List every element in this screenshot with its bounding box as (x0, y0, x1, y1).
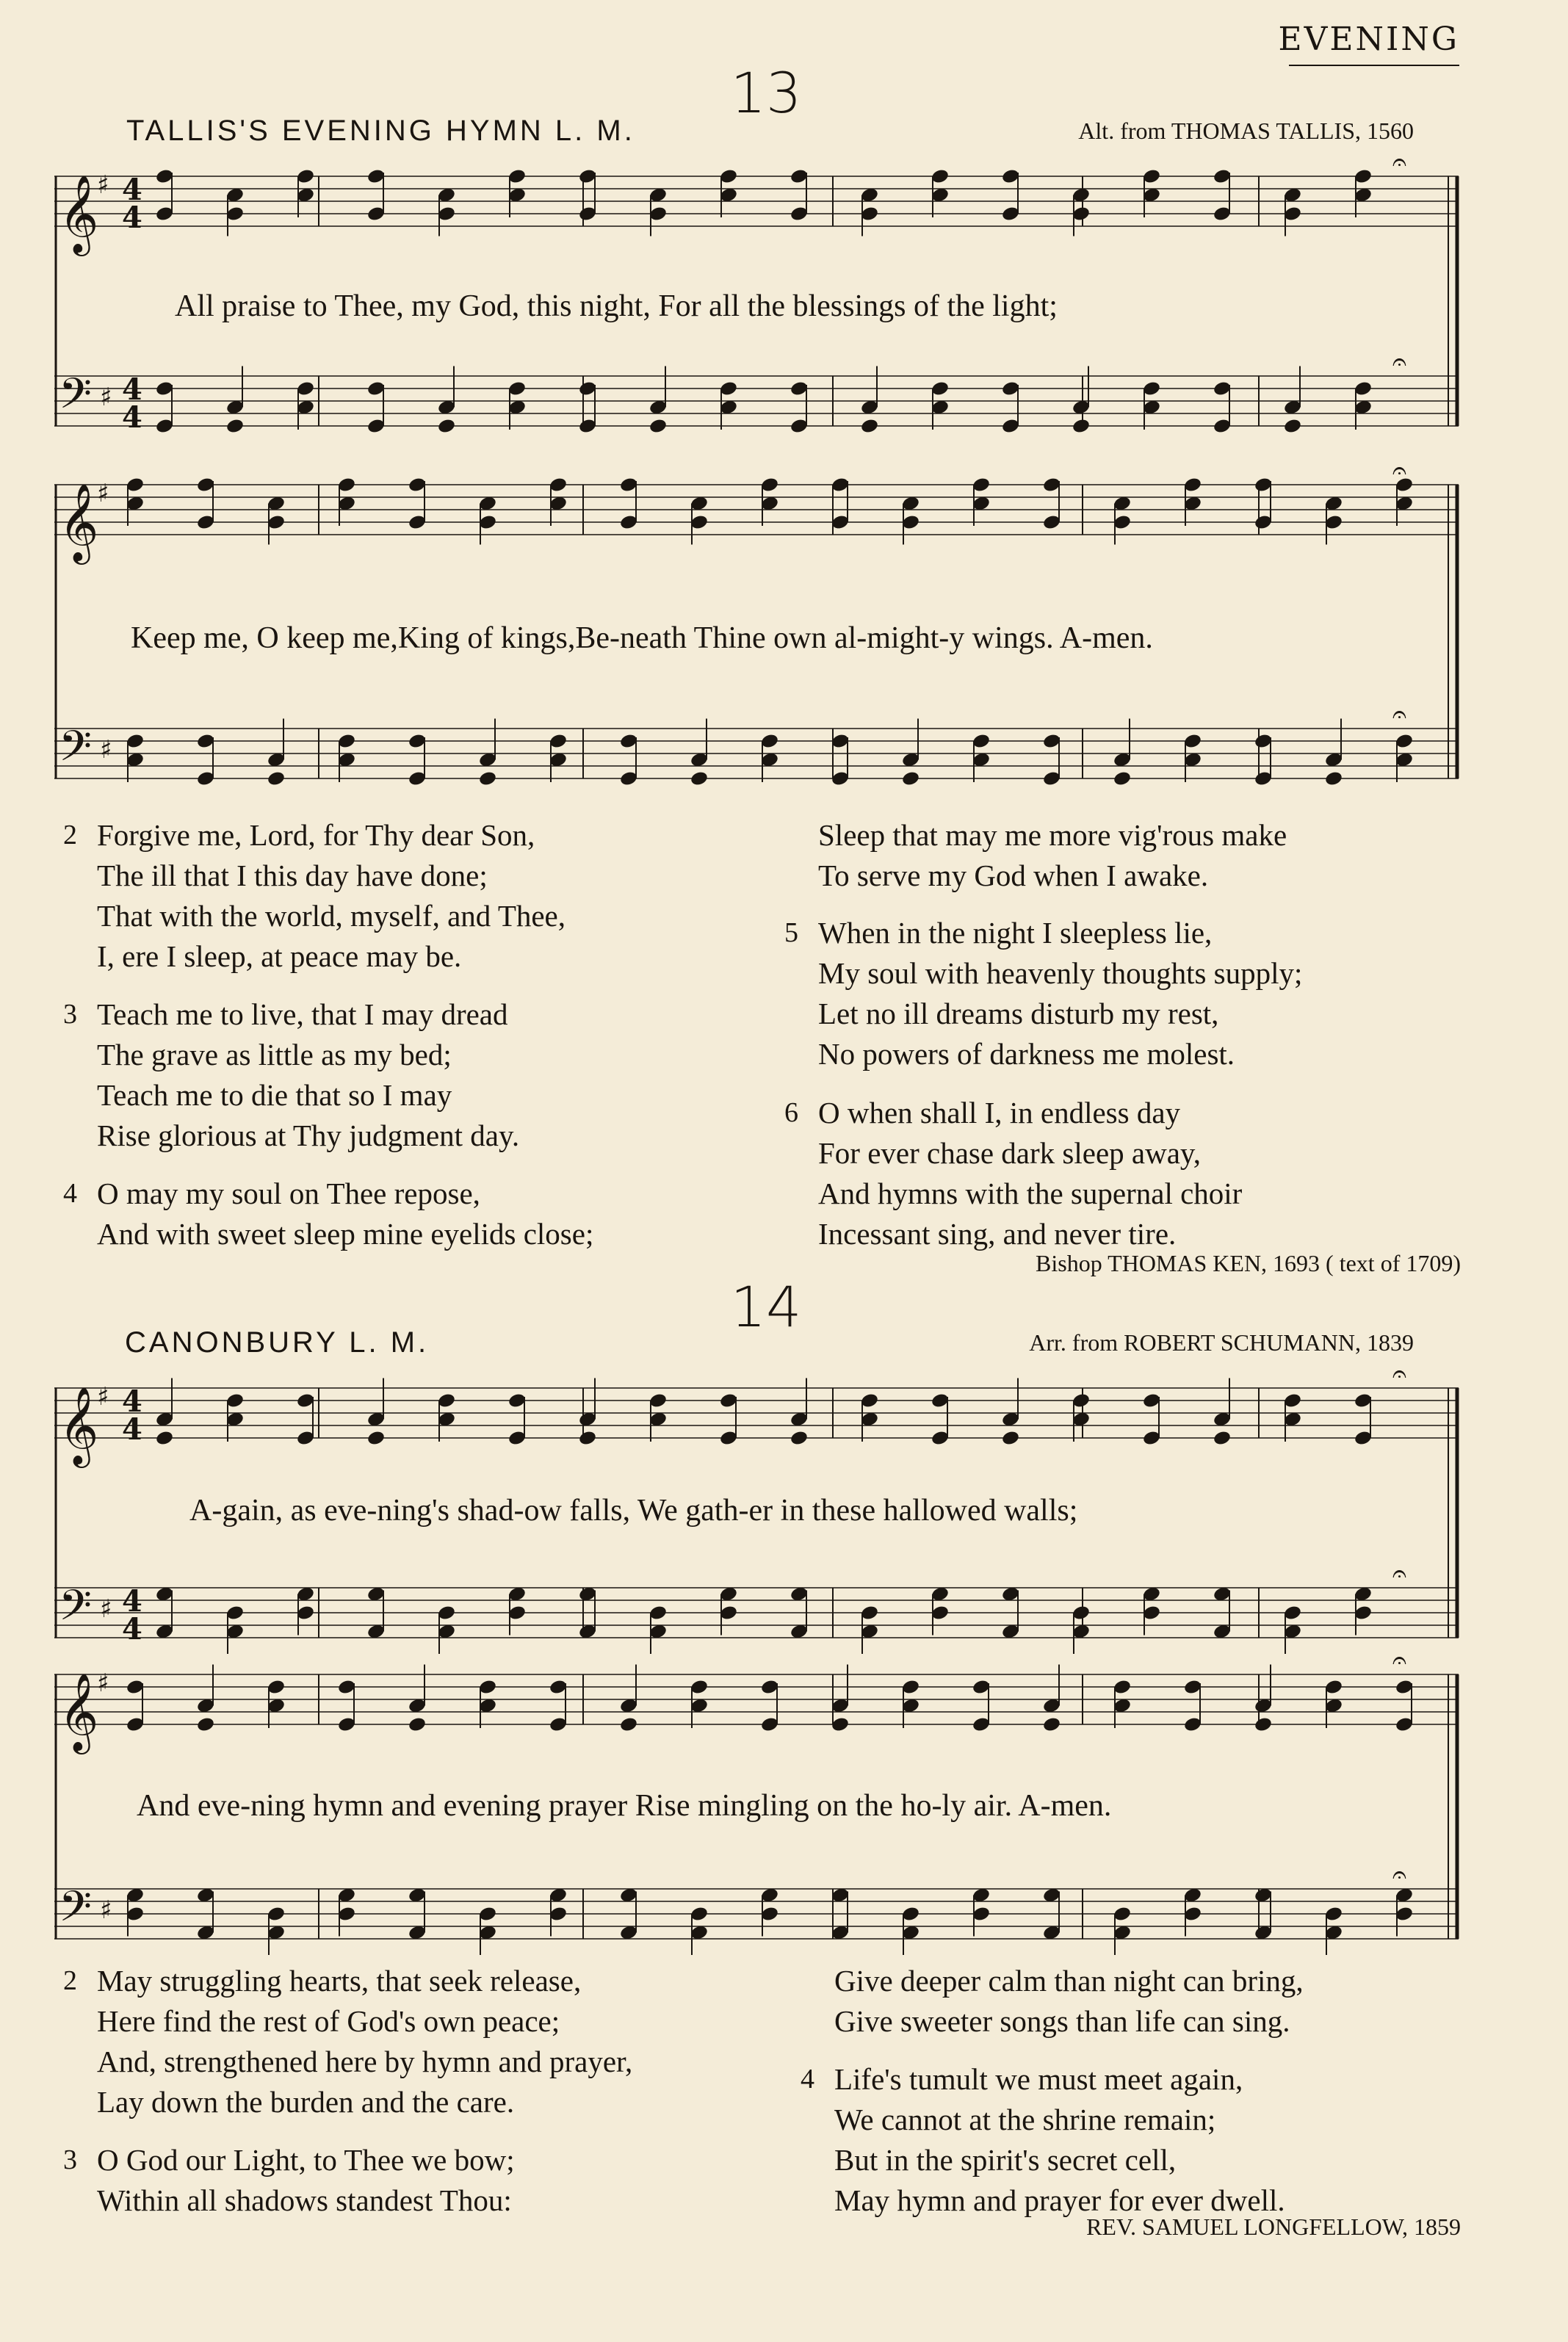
bass-staff (54, 1559, 1459, 1654)
stanza-line: Lay down the burden and the care. (97, 2085, 515, 2119)
key-signature-sharp-icon: ♯ (100, 735, 112, 765)
note-head (790, 1430, 809, 1447)
note-head (196, 1716, 215, 1733)
lyrics-14-line-2: And eve-ning hymn and evening prayer Rise mingling on the ho-ly air. A-men. (137, 1789, 1112, 1823)
lyrics-13-line-2: Keep me, O keep me,King of kings,Be-neath Thine own al-might-y wings. A-men. (131, 621, 1153, 655)
stanza-14-3-cont (801, 1961, 1304, 2042)
stanza-line: The ill that I this day have done; (97, 859, 488, 892)
note-head (860, 418, 879, 435)
stanza-14-2 (63, 1961, 632, 2122)
bass-staff (54, 1860, 1459, 1955)
time-signature-top: 4 (122, 1584, 142, 1619)
treble-clef-icon: 𝄞 (59, 1386, 99, 1464)
stanza-number: 2 (63, 820, 77, 850)
stanza-line: Rise glorious at Thy judgment day. (97, 1118, 520, 1152)
stanza-13-4 (63, 1174, 593, 1254)
fermata-icon: 𝄐 (1392, 1646, 1406, 1675)
stanza-13-5 (784, 913, 1302, 1074)
stanza-line: Teach me to die that so I may (97, 1078, 452, 1112)
time-signature-bottom: 4 (122, 1412, 142, 1447)
fermata-icon: 𝄐 (1392, 347, 1406, 377)
stanza-14-3 (63, 2140, 515, 2221)
composer-14: Arr. from ROBERT SCHUMANN, 1839 (1029, 1329, 1414, 1356)
time-signature-top: 4 (122, 1384, 142, 1419)
stanza-13-4-cont (784, 815, 1287, 896)
stanza-line: Let no ill dreams disturb my rest, (818, 997, 1219, 1030)
stanza-line: Here find the rest of God's own peace; (97, 2004, 560, 2038)
stanza-line: To serve my God when I awake. (818, 859, 1209, 892)
note-head (155, 1430, 174, 1447)
key-signature-sharp-icon: ♯ (97, 170, 109, 200)
note-head (1254, 1716, 1273, 1733)
text-credit-13: Bishop THOMAS KEN, 1693 ( text of 1709) (1036, 1250, 1461, 1276)
bass-clef-icon: 𝄢 (59, 721, 93, 781)
stanza-line: Give sweeter songs than life can sing. (834, 2004, 1290, 2038)
note-head (1113, 770, 1132, 787)
bass-clef-icon: 𝄢 (59, 369, 93, 429)
bass-clef-icon: 𝄢 (59, 1580, 93, 1641)
stanza-line: O may my soul on Thee repose, (97, 1177, 480, 1210)
note-head (1001, 1430, 1020, 1447)
stanza-line: O God our Light, to Thee we bow; (97, 2143, 515, 2177)
bass-clef-icon: 𝄢 (59, 1882, 93, 1942)
note-head (578, 1430, 597, 1447)
key-signature-sharp-icon: ♯ (97, 1669, 109, 1698)
stanza-number: 3 (63, 2144, 77, 2175)
stanza-13-3 (63, 994, 519, 1156)
stanza-line: Within all shadows standest Thou: (97, 2183, 512, 2217)
stanza-line: When in the night I sleepless lie, (818, 916, 1213, 950)
key-signature-sharp-icon: ♯ (97, 1382, 109, 1412)
note-head (225, 418, 245, 435)
fermata-icon: 𝄐 (1392, 456, 1406, 485)
bass-staff (54, 700, 1459, 787)
stanza-line: We cannot at the shrine remain; (834, 2103, 1216, 2136)
hymn-number-13: 13 (730, 60, 802, 126)
note-head (437, 418, 456, 435)
fermata-icon: 𝄐 (1392, 1359, 1406, 1389)
stanza-line: O when shall I, in endless day (818, 1096, 1181, 1130)
treble-staff (54, 1359, 1459, 1468)
treble-clef-icon: 𝄞 (59, 174, 99, 253)
fermata-icon: 𝄐 (1392, 700, 1406, 729)
stanza-line: Forgive me, Lord, for Thy dear Son, (97, 818, 535, 852)
treble-staff (54, 1646, 1459, 1754)
stanza-line: Life's tumult we must meet again, (834, 2062, 1243, 2096)
section-header: EVENING (1278, 21, 1459, 58)
stanza-line: No powers of darkness me molest. (818, 1037, 1235, 1071)
time-signature-bottom: 4 (122, 200, 142, 235)
stanza-number: 4 (801, 2064, 814, 2095)
fermata-icon: 𝄐 (1392, 1860, 1406, 1890)
fermata-icon: 𝄐 (1392, 1559, 1406, 1589)
stanza-line: May hymn and prayer for ever dwell. (834, 2183, 1285, 2217)
stanza-13-6 (784, 1093, 1242, 1254)
bass-staff (54, 347, 1459, 435)
stanza-line: Teach me to live, that I may dread (97, 997, 508, 1031)
stanza-number: 4 (63, 1178, 77, 1209)
note-head (1072, 418, 1091, 435)
stanza-line: That with the world, myself, and Thee, (97, 899, 566, 933)
hymn-number-14: 14 (730, 1274, 802, 1340)
key-signature-sharp-icon: ♯ (100, 1895, 112, 1925)
stanza-line: And, strengthened here by hymn and prayer, (97, 2045, 633, 2078)
note-head (408, 1716, 427, 1733)
tune-name-14: CANONBURY L. M. (125, 1326, 430, 1359)
note-head (901, 770, 920, 787)
note-head (267, 770, 286, 787)
stanza-13-2 (63, 815, 566, 977)
key-signature-sharp-icon: ♯ (100, 383, 112, 412)
time-signature-top: 4 (122, 173, 142, 207)
treble-clef-icon: 𝄞 (59, 1672, 99, 1751)
stanza-line: For ever chase dark sleep away, (818, 1136, 1201, 1170)
stanza-number: 6 (784, 1097, 798, 1128)
stanza-line: Incessant sing, and never tire. (818, 1217, 1177, 1251)
stanza-number: 5 (784, 917, 798, 948)
stanza-line: My soul with heavenly thoughts supply; (818, 956, 1303, 990)
stanza-line: May struggling hearts, that seek release, (97, 1964, 582, 1998)
stanza-number: 3 (63, 999, 77, 1030)
key-signature-sharp-icon: ♯ (97, 479, 109, 508)
lyrics-14-line-1: A-gain, as eve-ning's shad-ow falls, We gath-er in these hallowed walls; (189, 1494, 1078, 1528)
note-head (690, 770, 709, 787)
treble-staff (54, 456, 1459, 565)
note-head (1213, 1430, 1232, 1447)
key-signature-sharp-icon: ♯ (100, 1594, 112, 1624)
stanza-line: Sleep that may me more vig'rous make (818, 818, 1287, 852)
time-signature-top: 4 (122, 372, 142, 407)
stanza-line: And hymns with the supernal choir (818, 1177, 1243, 1210)
composer-13: Alt. from THOMAS TALLIS, 1560 (1078, 118, 1414, 144)
stanza-line: And with sweet sleep mine eyelids close; (97, 1217, 594, 1251)
stanza-line: Give deeper calm than night can bring, (834, 1964, 1304, 1998)
treble-staff (54, 148, 1459, 256)
stanza-number: 2 (63, 1965, 77, 1996)
note-head (478, 770, 497, 787)
lyrics-13-line-1: All praise to Thee, my God, this night, For all the blessings of the light; (175, 289, 1058, 323)
note-head (648, 418, 668, 435)
stanza-line: The grave as little as my bed; (97, 1038, 452, 1071)
note-head (1042, 1716, 1061, 1733)
fermata-icon: 𝄐 (1392, 148, 1406, 177)
treble-clef-icon: 𝄞 (59, 483, 99, 561)
text-credit-14: REV. SAMUEL LONGFELLOW, 1859 (1086, 2213, 1461, 2240)
stanza-line: But in the spirit's secret cell, (834, 2143, 1177, 2177)
time-signature-bottom: 4 (122, 1612, 142, 1647)
section-header-rule (1289, 65, 1459, 66)
note-head (1283, 418, 1302, 435)
stanza-line: I, ere I sleep, at peace may be. (97, 939, 462, 973)
time-signature-bottom: 4 (122, 400, 142, 435)
note-head (366, 1430, 386, 1447)
note-head (619, 1716, 638, 1733)
stanza-14-4 (801, 2059, 1285, 2221)
tune-name-13: TALLIS'S EVENING HYMN L. M. (126, 115, 635, 147)
note-head (1324, 770, 1343, 787)
